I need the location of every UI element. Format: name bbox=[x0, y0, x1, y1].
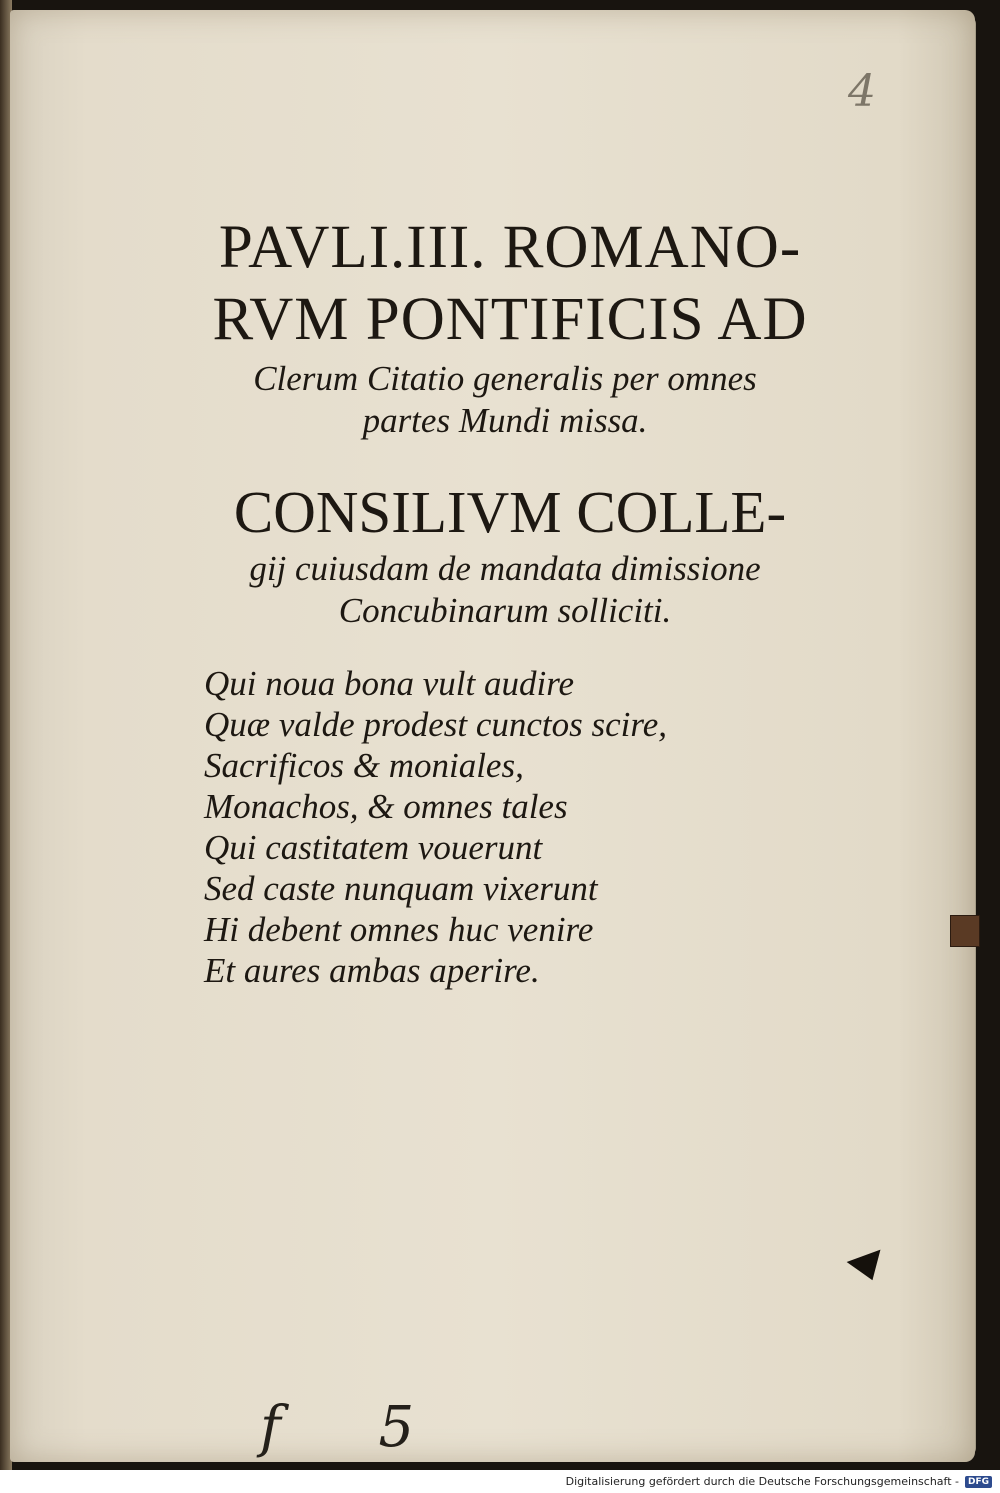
main-subtitle-line-2: partes Mundi missa. bbox=[362, 401, 648, 440]
verse-line: Hi debent omnes huc venire bbox=[204, 910, 594, 949]
page-tab-marker bbox=[950, 915, 980, 947]
main-title bbox=[140, 212, 880, 356]
verse-line: Quæ valde prodest cunctos scire, bbox=[204, 705, 668, 744]
verse-line: Qui castitatem vouerunt bbox=[204, 828, 543, 867]
second-subtitle-line-2: Concubinarum solliciti. bbox=[338, 591, 672, 630]
verse-line: Sacrificos & moniales, bbox=[204, 746, 524, 785]
footer-credit: Digitalisierung gefördert durch die Deutsche Forschungsgemeinschaft - bbox=[565, 1475, 959, 1488]
folio-number: 4 bbox=[848, 66, 876, 117]
verse-line: Sed caste nunquam vixerunt bbox=[204, 869, 598, 908]
main-subtitle-line-1: Clerum Citatio generalis per omnes bbox=[253, 359, 757, 398]
second-subtitle bbox=[190, 548, 820, 632]
main-subtitle bbox=[190, 358, 820, 442]
verse-line: Et aures ambas aperire. bbox=[204, 951, 540, 990]
verse-line: Qui noua bona vult audire bbox=[204, 664, 575, 703]
verse-line: Monachos, & omnes tales bbox=[204, 787, 568, 826]
second-subtitle-line-1: gij cuiusdam de mandata dimissione bbox=[249, 549, 761, 588]
digitization-footer bbox=[0, 1470, 1000, 1493]
main-title-line-1: PAVLI.III. ROMANO- bbox=[218, 214, 802, 281]
verse-block bbox=[204, 663, 824, 991]
handwritten-marking: f 5 bbox=[260, 1395, 455, 1460]
main-title-line-2: RVM PONTIFICIS AD bbox=[212, 286, 808, 353]
dfg-logo: DFG bbox=[965, 1476, 992, 1488]
second-title-line-1: CONSILIVM COLLE- bbox=[233, 479, 787, 545]
second-title bbox=[140, 478, 880, 546]
